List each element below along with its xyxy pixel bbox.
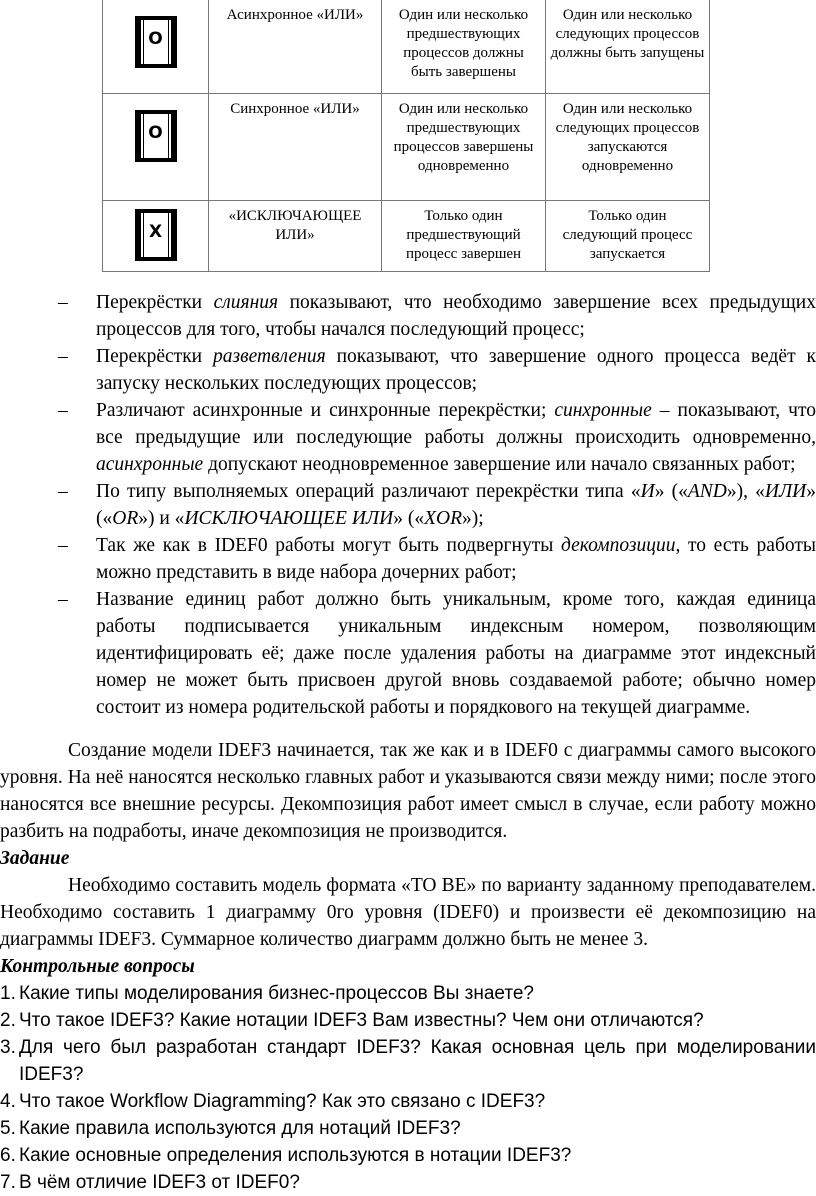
dash-bullet: – — [58, 535, 68, 556]
junction-name: Асинхронное «ИЛИ» — [209, 0, 382, 94]
list-item: 5. Какие правила используются для нотаций IDEF3? — [0, 1118, 461, 1139]
junction-successor-rule: Только один следующий процесс запускается — [546, 201, 710, 272]
dash-bullet: – — [58, 400, 68, 421]
dash-bullet: – — [58, 292, 68, 313]
junction-successor-rule: Один или несколько следующих процессов запускаются одновременно — [546, 94, 710, 201]
list-item: – Название единиц работ должно быть уникальным, кроме того, каждая единица работы подписывается уникальным индексным номером, позволяющим идентифицировать её; даже после удаления работы на диаграмме этот индексный номер не может быть присвоен другой вновь создаваемой работе; обычно номер состоит из номера родительской работы и порядкового на текущей диаграмме. — [58, 586, 816, 721]
list-item: 1. Какие типы моделирования бизнес-процессов Вы знаете? — [0, 983, 534, 1004]
task-heading: Задание — [0, 848, 70, 869]
list-item: – По типу выполняемых операций различают перекрёстки типа «И» («AND»), «ИЛИ» («OR») и «ИСКЛЮЧАЮЩЕЕ ИЛИ» («XOR»); — [58, 478, 816, 532]
junction-successor-rule: Один или несколько следующих процессов должны быть запущены — [546, 0, 710, 94]
dash-bullet: – — [58, 346, 68, 367]
list-item: – Различают асинхронные и синхронные перекрёстки; синхронные – показывают, что все предыдущие или последующие работы должны происходить одновременно, асинхронные допускают неодновременное завершение или начало связанных работ; — [58, 397, 816, 478]
body-text — [0, 737, 816, 1196]
list-item: 6. Какие основные определения используются в нотации IDEF3? — [0, 1145, 572, 1166]
junction-types-table — [102, 0, 710, 272]
idef3-rules-list — [58, 289, 816, 721]
async-or-junction-icon: O — [135, 16, 177, 68]
junction-name: Синхронное «ИЛИ» — [209, 94, 382, 201]
list-item: 3. Для чего был разработан стандарт IDEF3? Какая основная цель при моделировании IDEF3? — [0, 1037, 816, 1085]
dash-bullet: – — [58, 589, 68, 610]
task-paragraph: Необходимо составить модель формата «TO BE» по варианту заданному преподавателем. Необходимо составить 1 диаграмму 0го уровня (IDEF0) и произвести её декомпозицию на диаграммы IDEF3. Суммарное количество диаграмм должно быть не менее 3. — [0, 875, 816, 950]
control-questions-list — [0, 980, 816, 1196]
table-row — [103, 94, 710, 201]
list-item: – Перекрёстки слияния показывают, что необходимо завершение всех предыдущих процессов для того, чтобы начался последующий процесс; — [58, 289, 816, 343]
list-item: 7. В чём отличие IDEF3 от IDEF0? — [0, 1172, 300, 1193]
sync-or-junction-icon: O — [135, 110, 177, 162]
xor-junction-icon: X — [135, 209, 177, 261]
questions-heading: Контрольные вопросы — [0, 956, 195, 977]
junction-predecessor-rule: Один или несколько предшествующих процессов должны быть завершены — [382, 0, 546, 94]
junction-predecessor-rule: Только один предшествующий процесс завершен — [382, 201, 546, 272]
list-item: – Перекрёстки разветвления показывают, что завершение одного процесса ведёт к запуску нескольких последующих процессов; — [58, 343, 816, 397]
list-item: – Так же как в IDEF0 работы могут быть подвергнуты декомпозиции, то есть работы можно представить в виде набора дочерних работ; — [58, 532, 816, 586]
list-item: 2. Что такое IDEF3? Какие нотации IDEF3 Вам известны? Чем они отличаются? — [0, 1010, 704, 1031]
list-item: 4. Что такое Workflow Diagramming? Как это связано с IDEF3? — [0, 1091, 546, 1112]
junction-name: «ИСКЛЮЧАЮЩЕЕ ИЛИ» — [209, 201, 382, 272]
table-row — [103, 0, 710, 94]
dash-bullet: – — [58, 481, 68, 502]
model-creation-paragraph: Создание модели IDEF3 начинается, так же как и в IDEF0 с диаграммы самого высокого уровня. На неё наносятся несколько главных работ и указываются связи между ними; после этого наносятся все внешние ресурсы. Декомпозиция работ имеет смысл в случае, если работу можно разбить на подработы, иначе декомпозиция не производится. — [0, 740, 816, 842]
junction-predecessor-rule: Один или несколько предшествующих процессов завершены одновременно — [382, 94, 546, 201]
table-row — [103, 201, 710, 272]
